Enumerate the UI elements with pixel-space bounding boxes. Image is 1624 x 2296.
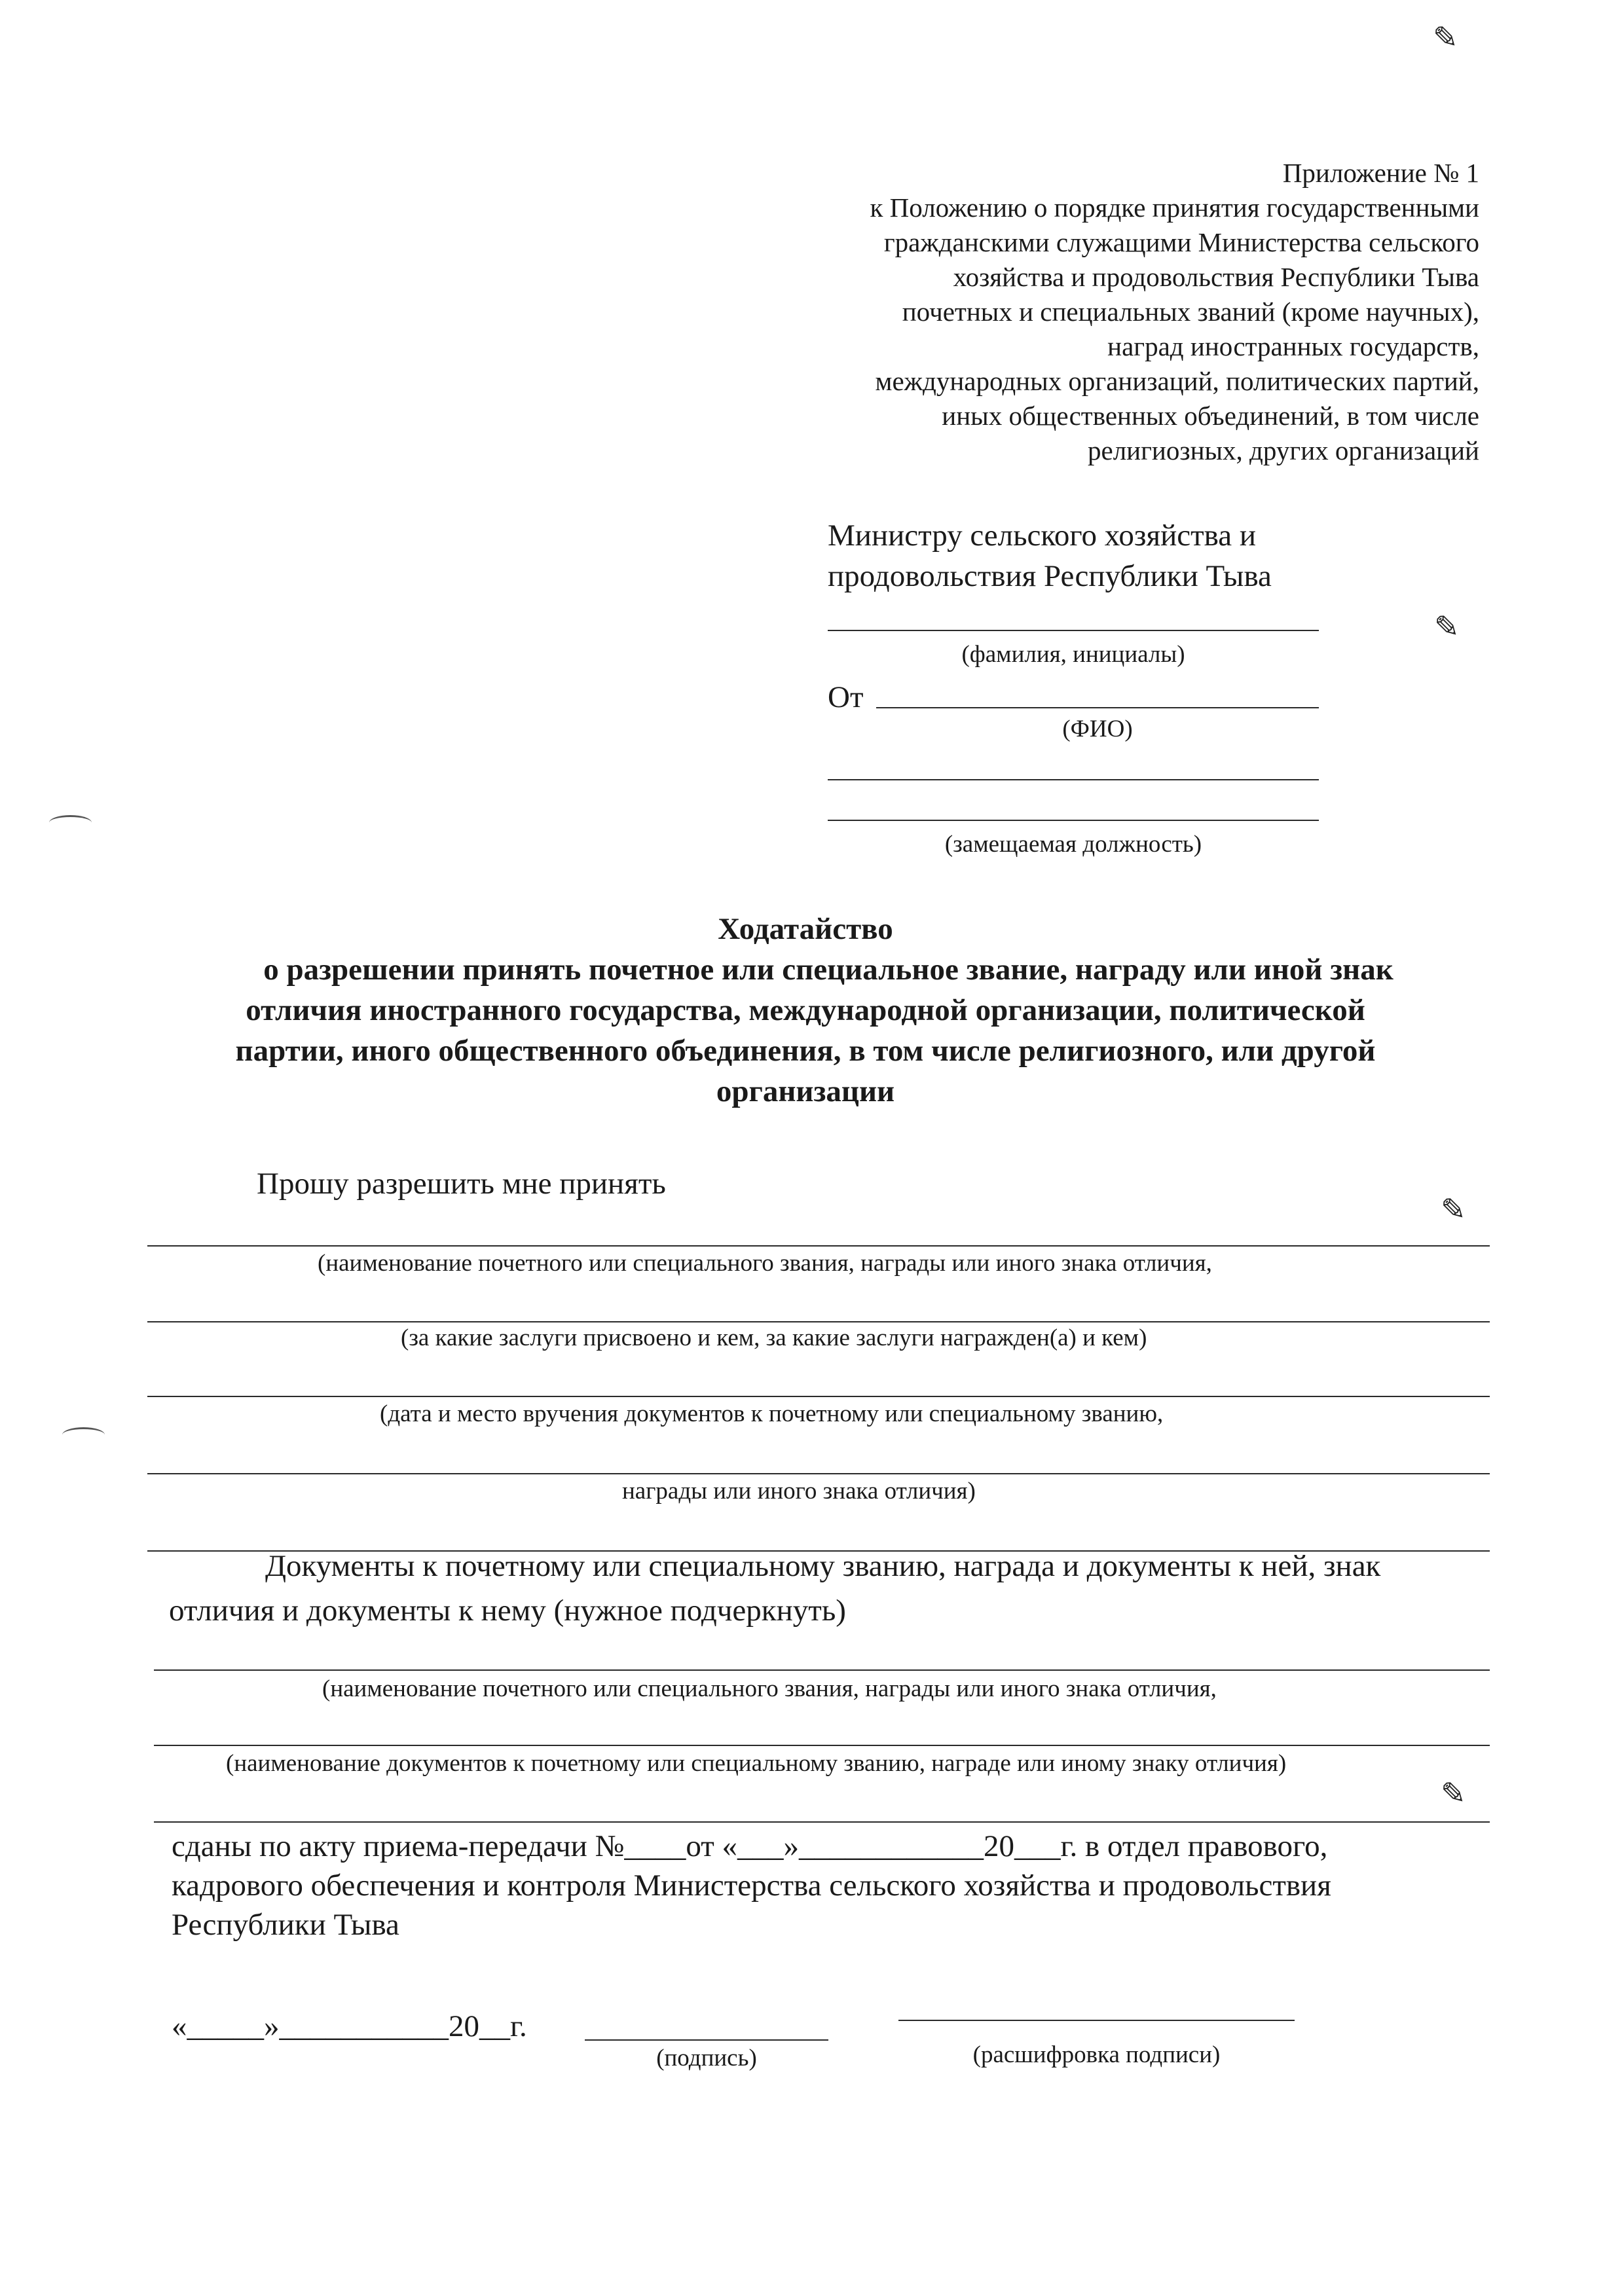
addressee-line: продовольствия Республики Тыва	[828, 559, 1272, 593]
appendix-block	[628, 156, 1479, 468]
caption-position: (замещаемая должность)	[944, 831, 1202, 858]
scan-hole-punch-mark	[62, 1427, 105, 1442]
signature-date[interactable]: «_____»___________20__г.	[172, 2009, 527, 2043]
pen-mark-icon: ✎	[1434, 609, 1460, 644]
handover-line: кадрового обеспечения и контроля Министерства сельского хозяйства и продовольствия	[172, 1868, 1331, 1903]
name-fill-line[interactable]	[828, 630, 1319, 631]
title-line: партии, иного общественного объединения, в том числе религиозного, или другой	[235, 1034, 1376, 1068]
appendix-line: к Положению о порядке принятия государственными	[870, 192, 1479, 223]
caption-fio: (ФИО)	[1062, 716, 1133, 742]
request-caption: (наименование почетного или специального звания, награды или иного знака отличия,	[318, 1250, 1212, 1277]
documents-fill-line[interactable]	[154, 1745, 1490, 1746]
documents-fill-line[interactable]	[154, 1821, 1490, 1823]
appendix-line: международных организаций, политических партий,	[875, 366, 1479, 396]
signature-decoding-fill-line[interactable]	[898, 2020, 1295, 2021]
caption-decoding: (расшифровка подписи)	[972, 2041, 1221, 2068]
request-intro: Прошу разрешить мне принять	[257, 1167, 666, 1201]
fio-fill-line[interactable]	[876, 707, 1319, 708]
appendix-line: хозяйства и продовольствия Республики Тыва	[953, 262, 1479, 292]
documents-paragraph: Документы к почетному или специальному званию, награда и документы к ней, знак	[265, 1549, 1381, 1583]
title-line: организации	[716, 1074, 895, 1108]
handover-line: сданы по акту приема-передачи №____от «___»____________20___г. в отдел правового,	[172, 1829, 1328, 1863]
documents-caption: (наименование документов к почетному или специальному званию, награде или иному знаку отличия)	[226, 1750, 1287, 1777]
documents-caption: (наименование почетного или специального звания, награды или иного знака отличия,	[322, 1675, 1217, 1702]
appendix-line: почетных и специальных званий (кроме научных),	[902, 297, 1479, 327]
documents-paragraph: отличия и документы к нему (нужное подчеркнуть)	[169, 1594, 846, 1628]
handover-line: Республики Тыва	[172, 1908, 399, 1942]
request-fill-line[interactable]	[147, 1245, 1490, 1247]
caption-name: (фамилия, инициалы)	[961, 641, 1185, 668]
request-fill-line[interactable]	[147, 1321, 1490, 1322]
request-fill-line[interactable]	[147, 1473, 1490, 1474]
request-caption: награды или иного знака отличия)	[622, 1478, 976, 1504]
title-heading: Ходатайство	[718, 912, 893, 946]
document-title	[151, 909, 1460, 1112]
position-fill-line[interactable]	[828, 820, 1319, 821]
pen-mark-icon: ✎	[1441, 1776, 1466, 1811]
appendix-heading: Приложение № 1	[1282, 158, 1479, 188]
request-caption: (за какие заслуги присвоено и кем, за какие заслуги награжден(а) и кем)	[401, 1324, 1147, 1351]
documents-fill-line[interactable]	[154, 1669, 1490, 1671]
pen-mark-icon: ✎	[1433, 20, 1458, 55]
position-fill-line[interactable]	[828, 779, 1319, 780]
appendix-line: религиозных, других организаций	[1088, 435, 1479, 465]
title-line: отличия иностранного государства, международной организации, политической	[246, 993, 1365, 1027]
signature-fill-line[interactable]	[585, 2039, 828, 2041]
scan-hole-punch-mark	[49, 815, 92, 830]
request-fill-line[interactable]	[147, 1396, 1490, 1397]
appendix-line: гражданскими служащими Министерства сельского	[883, 227, 1479, 257]
title-line: о разрешении принять почетное или специальное звание, награду или иной знак	[263, 953, 1393, 987]
handover-paragraph	[172, 1827, 1492, 1944]
appendix-line: иных общественных объединений, в том числе	[942, 401, 1479, 431]
addressee-line: Министру сельского хозяйства и	[828, 519, 1256, 553]
request-caption: (дата и место вручения документов к почетному или специальному званию,	[380, 1400, 1164, 1427]
appendix-line: наград иностранных государств,	[1107, 331, 1479, 361]
from-label: От	[828, 680, 864, 714]
caption-signature: (подпись)	[656, 2045, 757, 2071]
pen-mark-icon: ✎	[1441, 1192, 1466, 1227]
